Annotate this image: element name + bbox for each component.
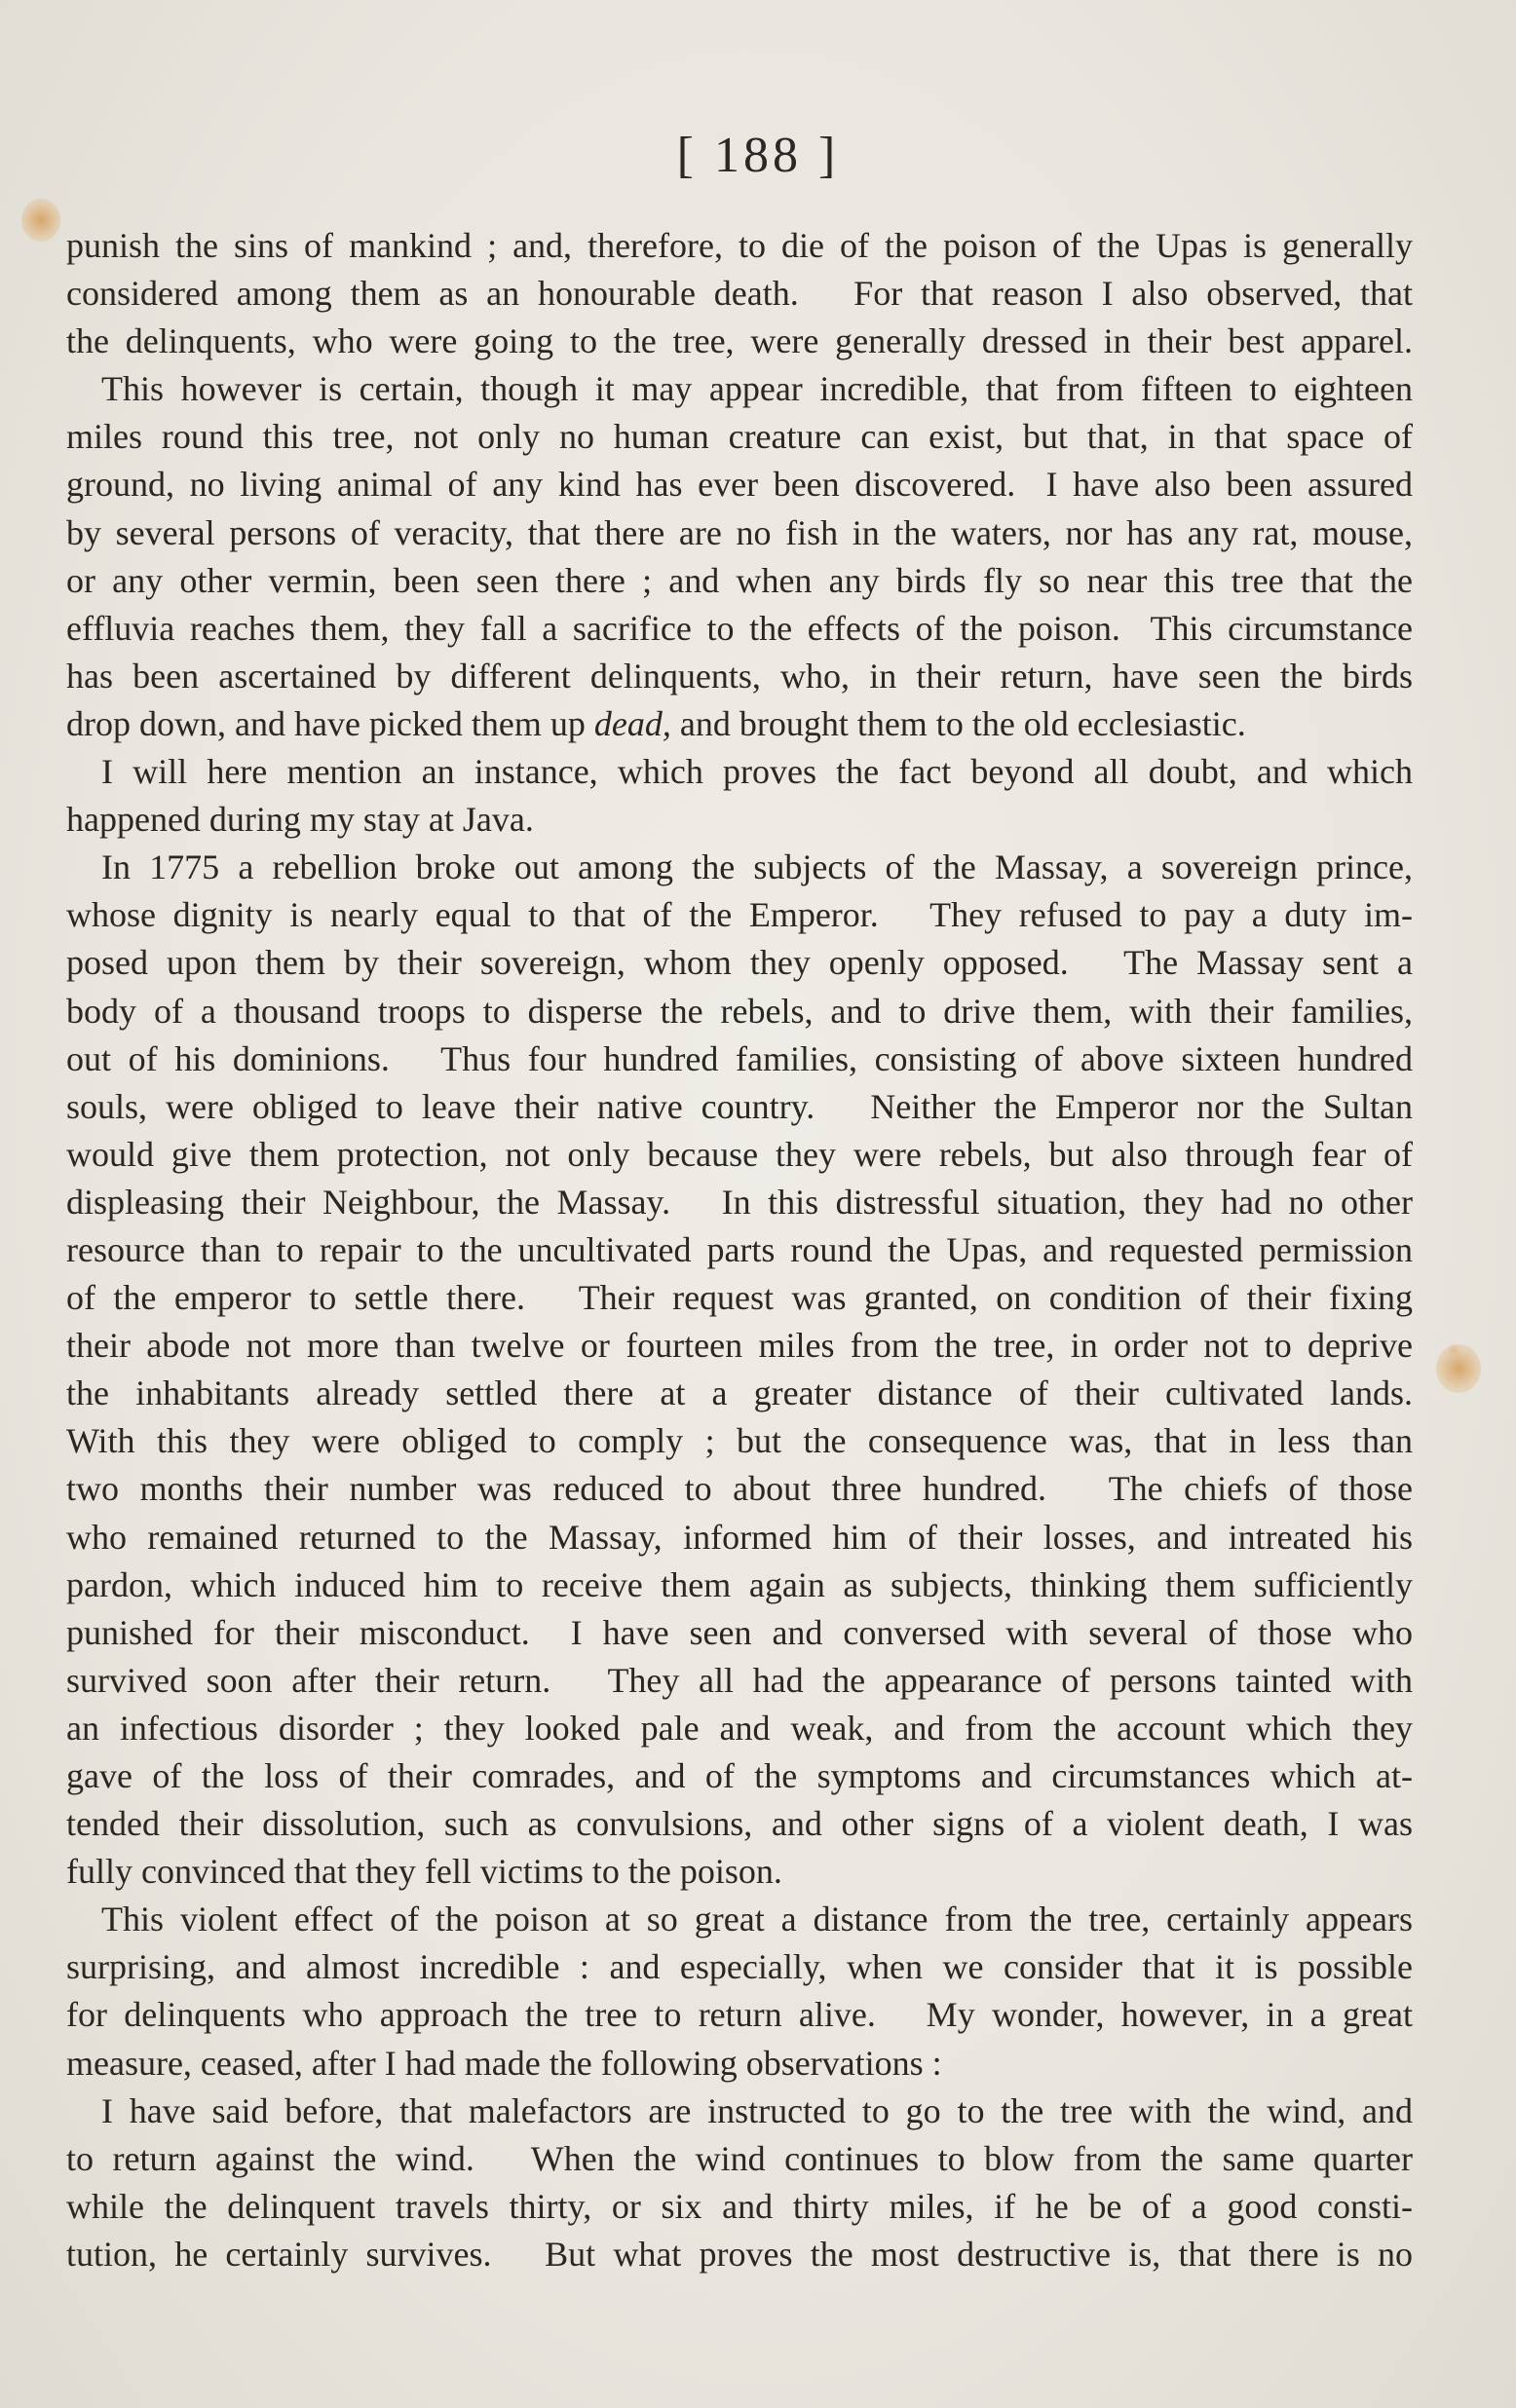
text-line: two months their number was reduced to about three hundred. The chiefs of those	[66, 1469, 1413, 1509]
text-line: With this they were obliged to comply ; but the consequence was, that in less than	[66, 1421, 1413, 1461]
italic-word: dead,	[593, 703, 671, 743]
text-line: resource than to repair to the uncultivated parts round the Upas, and requested permission	[66, 1229, 1413, 1269]
text-line: the inhabitants already settled there at a greater distance of their cultivated lands.	[66, 1373, 1413, 1413]
text-line: whose dignity is nearly equal to that of the Emperor. They refused to pay a duty im-	[66, 895, 1413, 935]
text-line: measure, ceased, after I had made the following observations :	[66, 2043, 942, 2083]
foxing-stain	[1448, 1344, 1459, 1356]
text-line: the delinquents, who were going to the tree, were generally dressed in their best apparel.	[66, 321, 1413, 361]
text-line: has been ascertained by different delinquents, who, in their return, have seen the birds	[66, 656, 1413, 696]
text-line: of the emperor to settle there. Their request was granted, on condition of their fixing	[66, 1278, 1413, 1318]
text-line: their abode not more than twelve or fourteen miles from the tree, in order not to deprive	[66, 1326, 1413, 1366]
text-line: who remained returned to the Massay, informed him of their losses, and intreated his	[66, 1517, 1413, 1557]
text-line: an infectious disorder ; they looked pale and weak, and from the account which they	[66, 1708, 1413, 1748]
text-line: or any other vermin, been seen there ; and when any birds fly so near this tree that the	[66, 560, 1413, 600]
text-line: pardon, which induced him to receive them again as subjects, thinking them sufficiently	[66, 1564, 1413, 1604]
text-line: for delinquents who approach the tree to return alive. My wonder, however, in a great	[66, 1995, 1413, 2035]
text-line: souls, were obliged to leave their native country. Neither the Emperor nor the Sultan	[66, 1086, 1413, 1126]
text-line: displeasing their Neighbour, the Massay. In this distressful situation, they had no other	[66, 1182, 1413, 1222]
text-line: out of his dominions. Thus four hundred families, consisting of above sixteen hundred	[66, 1038, 1413, 1078]
text-line: body of a thousand troops to disperse the rebels, and to drive them, with their families,	[66, 991, 1413, 1031]
text-segment: drop down, and have picked them up	[66, 703, 594, 743]
text-line: considered among them as an honourable death. For that reason I also observed, that	[66, 274, 1413, 314]
text-line	[66, 700, 1413, 748]
text-line: effluvia reaches them, they fall a sacrifice to the effects of the poison. This circumstance	[66, 608, 1413, 648]
text-line: In 1775 a rebellion broke out among the subjects of the Massay, a sovereign prince,	[101, 847, 1413, 887]
text-line: miles round this tree, not only no human creature can exist, but that, in that space of	[66, 417, 1413, 457]
text-line: gave of the loss of their comrades, and of the symptoms and circumstances which at-	[66, 1756, 1413, 1795]
text-line: posed upon them by their sovereign, whom they openly opposed. The Massay sent a	[66, 943, 1413, 983]
text-line: This violent effect of the poison at so great a distance from the tree, certainly appears	[101, 1900, 1413, 1939]
text-line: would give them protection, not only because they were rebels, but also through fear of	[66, 1134, 1413, 1174]
text-line: happened during my stay at Java.	[66, 800, 534, 840]
text-line: fully convinced that they fell victims to the poison.	[66, 1852, 782, 1892]
text-line: by several persons of veracity, that there are no fish in the waters, nor has any rat, mouse,	[66, 512, 1413, 552]
text-segment: and brought them to the old ecclesiastic.	[670, 703, 1246, 743]
text-line: ground, no living animal of any kind has ever been discovered. I have also been assured	[66, 465, 1413, 505]
text-line: to return against the wind. When the wind continues to blow from the same quarter	[66, 2138, 1413, 2178]
foxing-stain	[21, 199, 60, 242]
text-line: surprising, and almost incredible : and especially, when we consider that it is possible	[66, 1947, 1413, 1987]
text-line: I have said before, that malefactors are instructed to go to the tree with the wind, and	[101, 2090, 1413, 2130]
text-line: This however is certain, though it may appear incredible, that from fifteen to eighteen	[101, 369, 1413, 409]
text-line: survived soon after their return. They all had the appearance of persons tainted with	[66, 1660, 1413, 1700]
text-line: punished for their misconduct. I have seen and conversed with several of those who	[66, 1612, 1413, 1652]
text-line: tution, he certainly survives. But what proves the most destructive is, that there is no	[66, 2234, 1413, 2274]
text-line: tended their dissolution, such as convulsions, and other signs of a violent death, I was	[66, 1804, 1413, 1844]
body-text	[66, 222, 1413, 2278]
text-line: while the delinquent travels thirty, or six and thirty miles, if he be of a good consti-	[66, 2186, 1413, 2226]
text-line: I will here mention an instance, which proves the fact beyond all doubt, and which	[101, 752, 1413, 792]
text-line: punish the sins of mankind ; and, therefore, to die of the poison of the Upas is generally	[66, 226, 1413, 265]
page-number: [ 188 ]	[676, 128, 840, 183]
